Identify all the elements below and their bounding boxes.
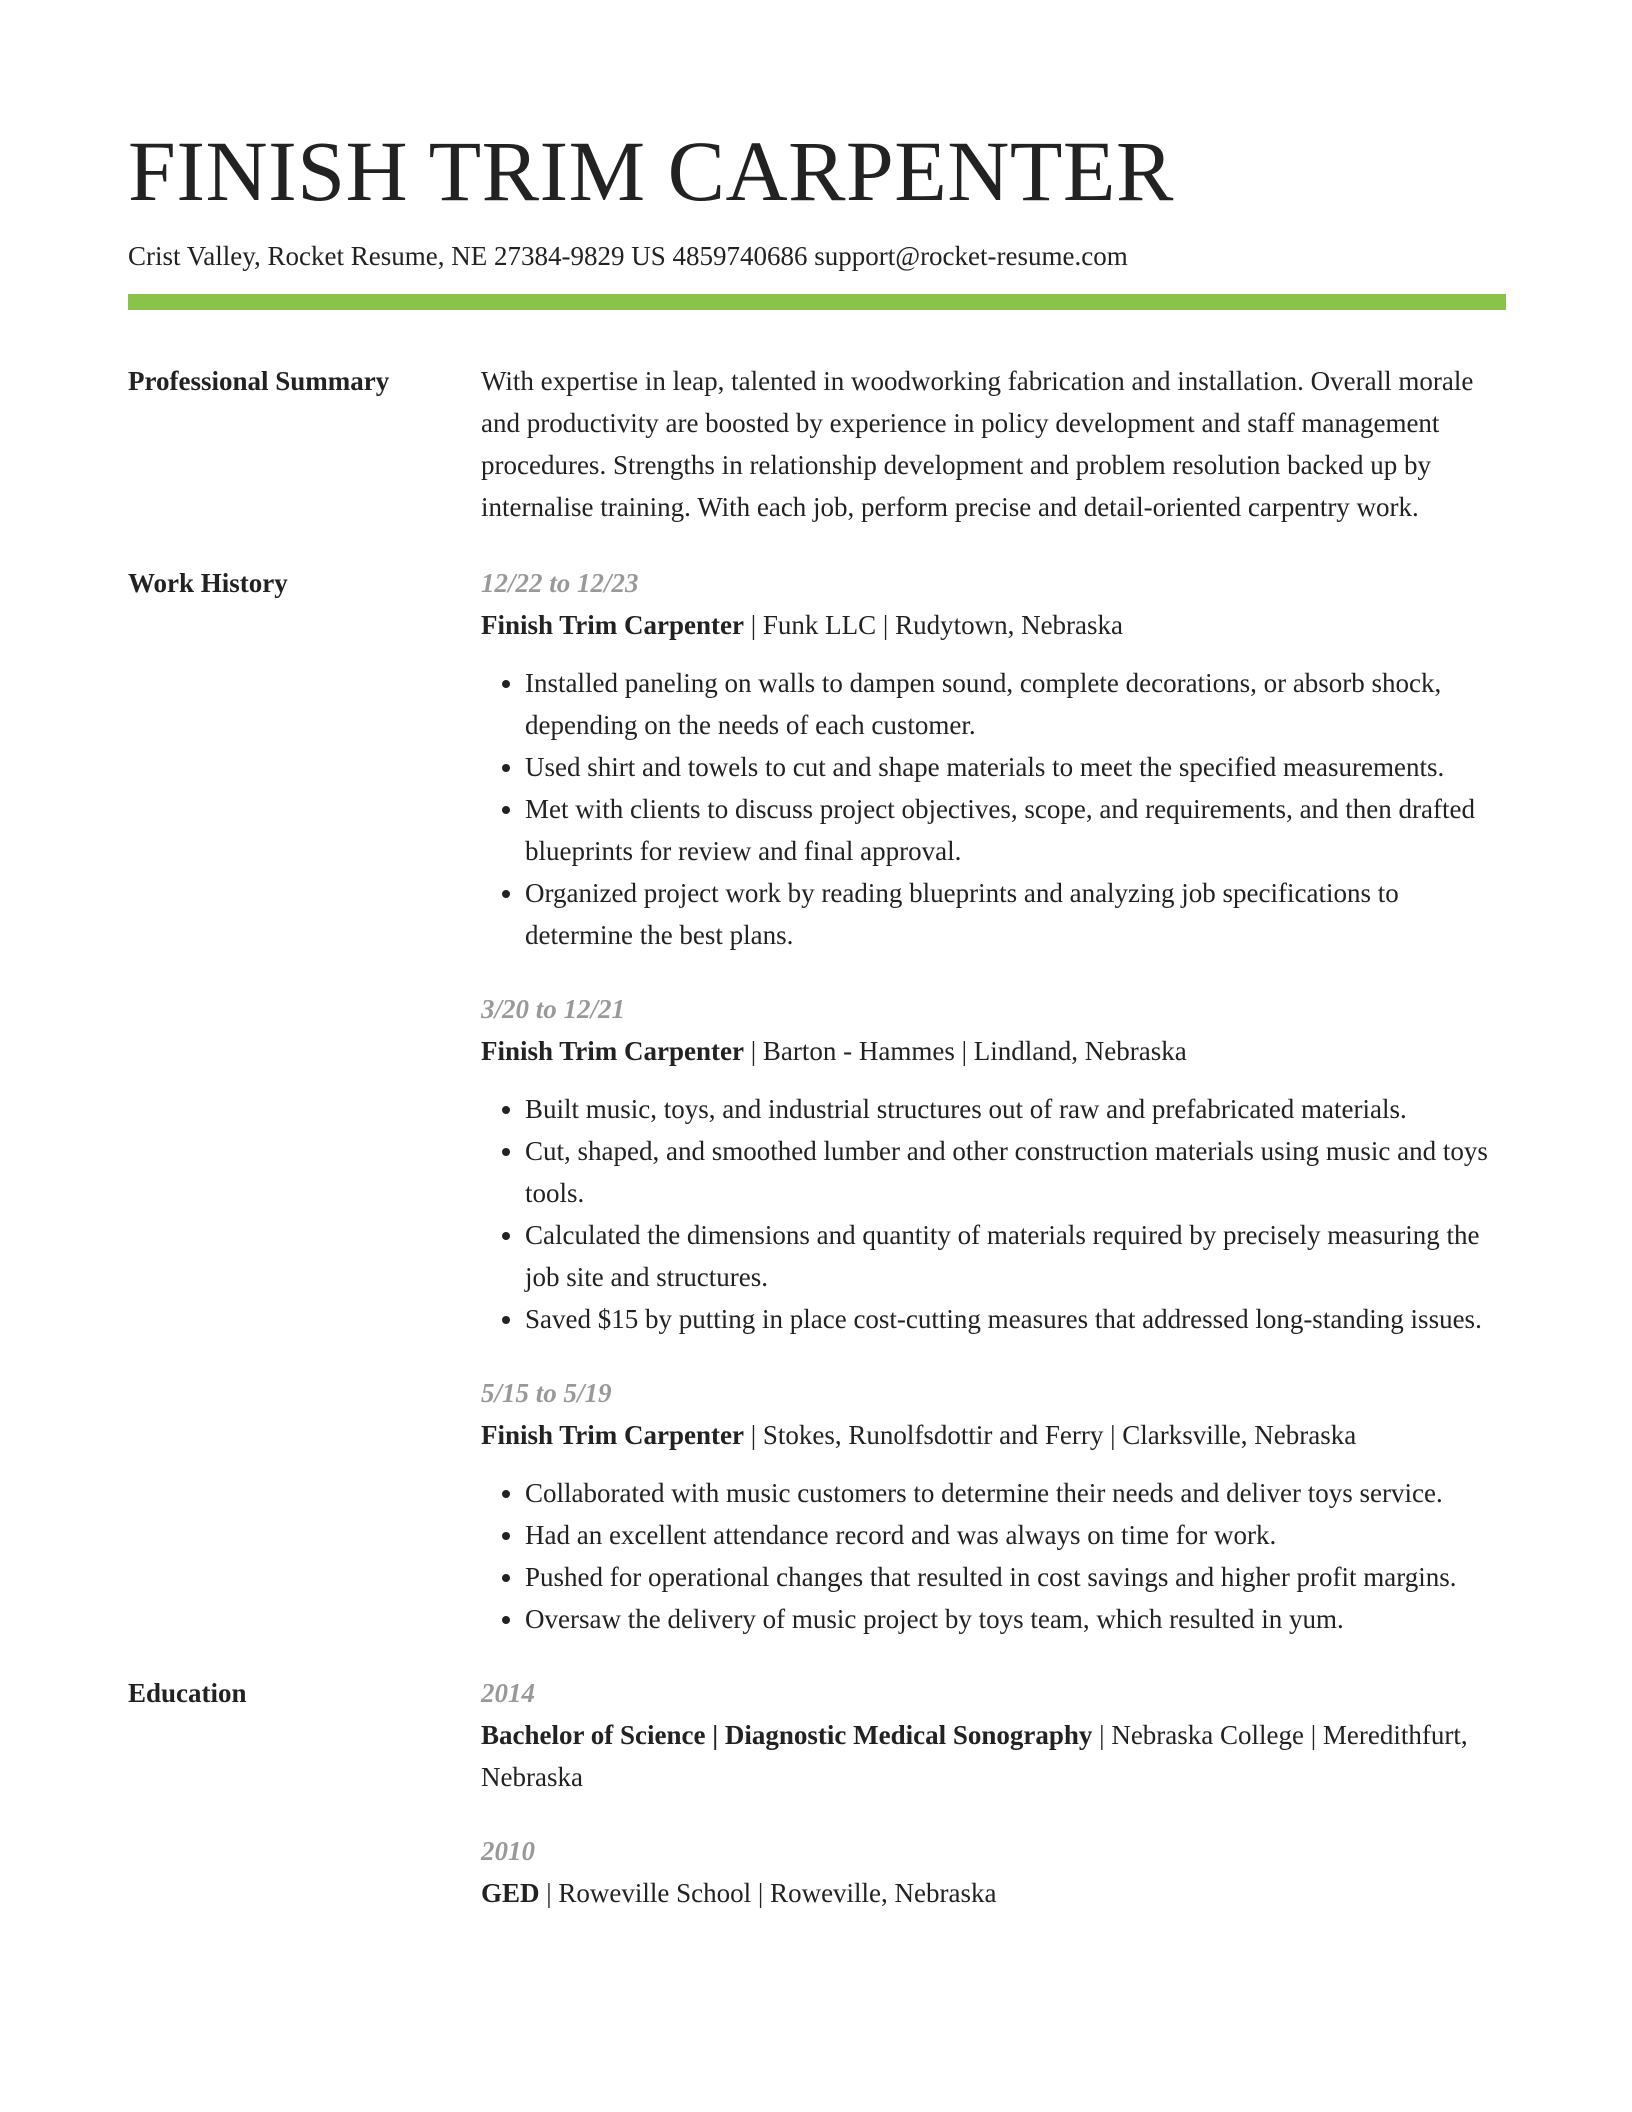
summary-section: [128, 360, 1506, 528]
contact-line: Crist Valley, Rocket Resume, NE 27384-9829 US 4859740686 support@rocket-resume.com: [128, 241, 1128, 271]
job-headline: [481, 1414, 1506, 1456]
education-headline: [481, 1872, 1506, 1914]
education-school-location: | Nebraska College | Meredithfurt, Nebraska: [481, 1720, 1468, 1792]
work-history-section: [128, 562, 1506, 1640]
job-headline: [481, 604, 1506, 646]
job-entry: [481, 562, 1506, 956]
section-title-summary: Professional Summary: [128, 366, 390, 396]
accent-divider: [128, 294, 1506, 310]
job-entry: [481, 988, 1506, 1340]
job-bullets: [481, 662, 1506, 956]
list-item: • Oversaw the delivery of music project by toys team, which resulted in yum.: [525, 1598, 1506, 1640]
job-role: Finish Trim Carpenter: [481, 1420, 744, 1450]
education-degree: Bachelor of Science | Diagnostic Medical Sonography: [481, 1720, 1093, 1750]
list-item: • Calculated the dimensions and quantity of materials required by precisely measuring the job site and structures.: [525, 1214, 1506, 1298]
summary-body: [481, 360, 1506, 528]
education-degree: GED: [481, 1878, 540, 1908]
job-role: Finish Trim Carpenter: [481, 610, 744, 640]
education-headline: [481, 1714, 1506, 1798]
education-section: [128, 1672, 1506, 1914]
job-company-location: | Stokes, Runolfsdottir and Ferry | Clarksville, Nebraska: [744, 1420, 1357, 1450]
job-bullets: [481, 1088, 1506, 1340]
list-item: • Used shirt and towels to cut and shape materials to meet the specified measurements.: [525, 746, 1506, 788]
job-entry: [481, 1372, 1506, 1640]
job-company-location: | Funk LLC | Rudytown, Nebraska: [744, 610, 1124, 640]
section-title-education: Education: [128, 1678, 247, 1708]
summary-text: With expertise in leap, talented in woodworking fabrication and installation. Overall morale and productivity are boosted by experience in policy development and staff management procedures. Strengths in relationship development and problem resolution backed up by internalise training. With each job, perform precise and detail-oriented carpentry work.: [481, 366, 1474, 522]
job-dates: 5/15 to 5/19: [481, 1378, 612, 1408]
list-item: • Built music, toys, and industrial structures out of raw and prefabricated materials.: [525, 1088, 1506, 1130]
section-title-work-history: Work History: [128, 568, 288, 598]
job-bullets: [481, 1472, 1506, 1640]
job-role: Finish Trim Carpenter: [481, 1036, 744, 1066]
list-item: • Installed paneling on walls to dampen sound, complete decorations, or absorb shock, depending on the needs of each customer.: [525, 662, 1506, 746]
resume-name: FINISH TRIM CARPENTER: [128, 123, 1174, 219]
job-headline: [481, 1030, 1506, 1072]
list-item: • Collaborated with music customers to determine their needs and deliver toys service.: [525, 1472, 1506, 1514]
list-item: • Cut, shaped, and smoothed lumber and other construction materials using music and toys tools.: [525, 1130, 1506, 1214]
list-item: • Saved $15 by putting in place cost-cutting measures that addressed long-standing issues.: [525, 1298, 1506, 1340]
list-item: • Pushed for operational changes that resulted in cost savings and higher profit margins.: [525, 1556, 1506, 1598]
education-school-location: | Roweville School | Roweville, Nebraska: [539, 1878, 997, 1908]
resume-page: [128, 116, 1506, 1914]
job-dates: 3/20 to 12/21: [481, 994, 626, 1024]
list-item: • Met with clients to discuss project objectives, scope, and requirements, and then drafted blueprints for review and final approval.: [525, 788, 1506, 872]
education-year: 2010: [481, 1836, 535, 1866]
education-body: [481, 1672, 1506, 1914]
education-entry: [481, 1830, 1506, 1914]
education-entry: [481, 1672, 1506, 1798]
job-dates: 12/22 to 12/23: [481, 568, 639, 598]
list-item: • Organized project work by reading blueprints and analyzing job specifications to determine the best plans.: [525, 872, 1506, 956]
list-item: • Had an excellent attendance record and was always on time for work.: [525, 1514, 1506, 1556]
work-history-body: [481, 562, 1506, 1640]
education-year: 2014: [481, 1678, 535, 1708]
job-company-location: | Barton - Hammes | Lindland, Nebraska: [744, 1036, 1187, 1066]
